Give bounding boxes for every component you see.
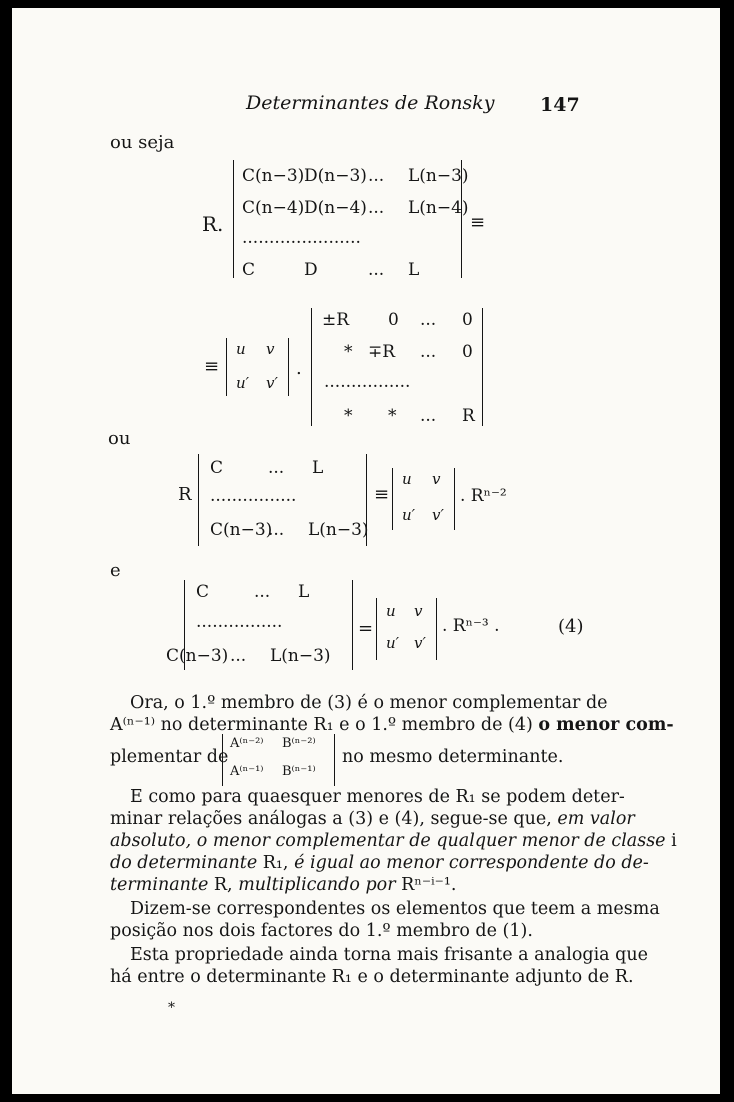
p1-line3b: no mesmo determinante.: [342, 747, 564, 767]
eq4-uv-r1-c1: v′: [414, 634, 426, 652]
p2-line4-a: do determinante: [110, 853, 258, 873]
detR-bar-left: [311, 308, 312, 426]
eq3-r2-c0: C(n−3): [210, 520, 273, 540]
m1-r3-c2: ...: [368, 260, 385, 280]
eq3-uv-r1-c1: v′: [432, 506, 444, 524]
eq2-lead: ≡: [204, 356, 220, 377]
m1-r3-c3: L: [408, 260, 420, 280]
eq4-relation: =: [358, 618, 374, 639]
eq3-uv-r0-c0: u: [402, 470, 412, 488]
uv-r1-c1: v′: [266, 374, 278, 392]
m1-r0-c0: C(n−3): [242, 166, 305, 186]
m1-r1-c2: ...: [368, 198, 385, 218]
eq4-dots: ................: [196, 612, 283, 632]
eq3-relation: ≡: [374, 484, 390, 505]
p2-line3-a: absoluto, o menor complementar de qualquer menor de classe: [110, 831, 666, 851]
eq4-r2-c0: C(n−3): [166, 646, 229, 666]
m1-r0-c1: D(n−3): [304, 166, 367, 186]
eq1-prefix: R.: [202, 212, 224, 236]
eq1-relation: ≡: [470, 212, 486, 233]
eq3-r2-c1: ...: [268, 520, 285, 540]
eq4-uv-r1-c0: u′: [386, 634, 400, 652]
label-e: e: [110, 560, 121, 581]
uv-r0-c1: v: [266, 340, 275, 358]
det-bar-left: [233, 160, 234, 278]
detR-bar-right: [482, 308, 483, 426]
eq4-r2-c2: L(n−3): [270, 646, 331, 666]
p1-line2-a: A⁽ⁿ⁻¹⁾ no determinante R₁ e o 1.º membro de (4): [110, 715, 539, 735]
m1-r0-c3: L(n−3): [408, 166, 469, 186]
p1-mat-r1-c1: B⁽ⁿ⁻¹⁾: [282, 764, 316, 779]
p2-line3-b: i: [665, 831, 677, 851]
p2-line2: [110, 810, 635, 828]
label-ou: ou: [108, 428, 131, 449]
mR-r1-c0: *: [344, 342, 353, 362]
p1-line2: [110, 716, 674, 734]
m1-r3-c1: D: [304, 260, 318, 280]
p1-line1: Ora, o 1.º membro de (3) é o menor complementar de: [130, 693, 608, 713]
eq3-bar-left: [198, 454, 199, 546]
p1-mat-r0-c0: A⁽ⁿ⁻²⁾: [230, 736, 264, 751]
p2-line5: [110, 876, 456, 894]
eq4-r0-c2: L: [298, 582, 310, 602]
p1-mat-r0-c1: B⁽ⁿ⁻²⁾: [282, 736, 316, 751]
p2-line2-b: em valor: [557, 809, 635, 829]
p2-line2-a: minar relações análogas a (3) e (4), segue-se que,: [110, 809, 558, 829]
eq4-r2-c1: ...: [230, 646, 247, 666]
p2-line4-b: R₁,: [257, 853, 295, 873]
eq4-r0-c1: ...: [254, 582, 271, 602]
mR-r1-c3: 0: [462, 342, 473, 362]
mR-r0-c2: ...: [420, 310, 437, 330]
eq3-suffix: . Rⁿ⁻²: [460, 486, 507, 506]
m1-r3-c0: C: [242, 260, 256, 280]
eq4-uv-bar-right: [436, 598, 437, 660]
page-number: 147: [540, 94, 580, 116]
eq3-r0-c2: L: [312, 458, 324, 478]
p2-line1: E como para quaesquer menores de R₁ se podem deter-: [130, 787, 625, 807]
mR-r3-c3: R: [462, 406, 475, 426]
eq3-dots: ................: [210, 486, 297, 506]
p3-line1: Dizem-se correspondentes os elementos que teem a mesma: [130, 899, 660, 919]
mR-dots: ................: [324, 372, 411, 392]
eq3-r2-c2: L(n−3): [308, 520, 369, 540]
mR-r3-c2: ...: [420, 406, 437, 426]
m1-r0-c2: ...: [368, 166, 385, 186]
uv-bar-left: [226, 338, 227, 396]
m1-r1-c3: L(n−4): [408, 198, 469, 218]
p2-line5-b: R,: [208, 875, 239, 895]
m1-r1-c1: D(n−4): [304, 198, 367, 218]
p2-line4: [110, 854, 649, 872]
eq3-prefix: R: [178, 484, 192, 505]
mR-r0-c3: 0: [462, 310, 473, 330]
eq4-uv-bar-left: [376, 598, 377, 660]
mR-r3-c1: *: [388, 406, 397, 426]
p1-mat-bar-left: [222, 734, 223, 786]
mR-r1-c1: ∓R: [368, 342, 396, 362]
mR-r0-c1: 0: [388, 310, 399, 330]
uv-r0-c0: u: [236, 340, 246, 358]
mR-r0-c0: ±R: [322, 310, 350, 330]
p2-line5-c: multiplicando por: [238, 875, 396, 895]
m1-dots: ......................: [242, 228, 361, 248]
eq3-r0-c0: C: [210, 458, 224, 478]
p1-mat-r1-c0: A⁽ⁿ⁻¹⁾: [230, 764, 264, 779]
p1-line2-b: o menor com-: [538, 715, 674, 735]
p3-line2: posição nos dois factores do 1.º membro de (1).: [110, 921, 533, 941]
eq4-uv-r0-c0: u: [386, 602, 396, 620]
p2-line3: [110, 832, 677, 850]
eq3-uv-bar-left: [392, 468, 393, 530]
asterisk-mark: *: [168, 1000, 175, 1016]
m1-r1-c0: C(n−4): [242, 198, 305, 218]
p2-line5-d: Rⁿ⁻ⁱ⁻¹.: [395, 875, 457, 895]
eq4-r0-c0: C: [196, 582, 210, 602]
p4-line1: Esta propriedade ainda torna mais frisante a analogia que: [130, 945, 649, 965]
p1-mat-bar-right: [334, 734, 335, 786]
eq3-uv-r1-c0: u′: [402, 506, 416, 524]
label-ou-seja: ou seja: [110, 132, 175, 153]
eq3-uv-r0-c1: v: [432, 470, 441, 488]
page: [12, 8, 720, 1094]
p4-line2: há entre o determinante R₁ e o determinante adjunto de R.: [110, 967, 634, 987]
p2-line5-a: terminante: [110, 875, 209, 895]
mR-r3-c0: *: [344, 406, 353, 426]
eq3-r0-c1: ...: [268, 458, 285, 478]
p2-line4-c: é igual ao menor correspondente do de-: [294, 853, 649, 873]
eq3-uv-bar-right: [454, 468, 455, 530]
eq4-bar-right: [352, 580, 353, 670]
mR-r1-c2: ...: [420, 342, 437, 362]
uv-bar-right: [288, 338, 289, 396]
eq4-suffix: . Rⁿ⁻³ .: [442, 616, 500, 636]
running-title: Determinantes de Ronsky: [246, 92, 495, 114]
p1-line3a: plementar de: [110, 747, 229, 767]
eq4-uv-r0-c1: v: [414, 602, 423, 620]
eq4-number: (4): [558, 616, 584, 637]
uv-r1-c0: u′: [236, 374, 250, 392]
eq2-dot: .: [296, 358, 302, 379]
